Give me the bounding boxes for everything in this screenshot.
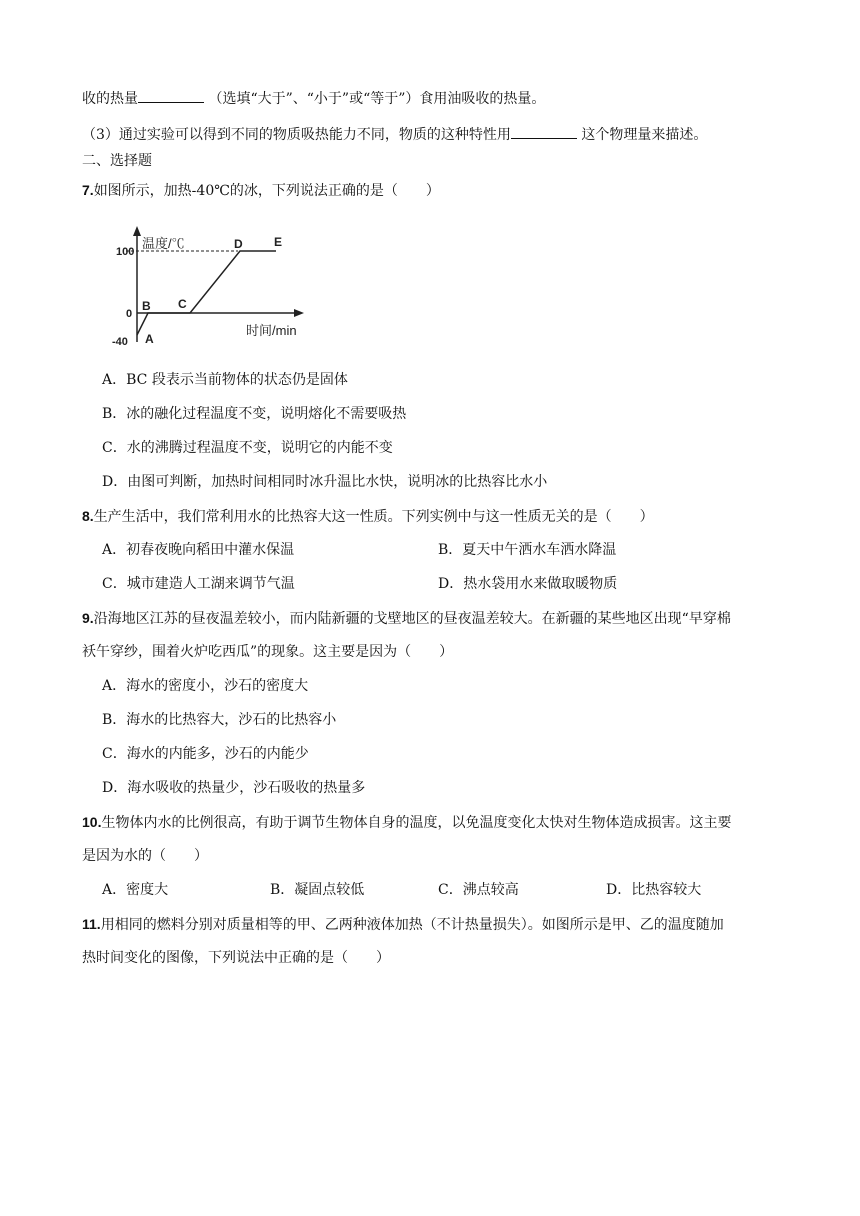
q9-option-a: A．海水的密度小，沙石的密度大 bbox=[102, 678, 309, 694]
tick-label-minus40: -40 bbox=[112, 336, 128, 348]
point-label-c: C bbox=[178, 297, 187, 311]
q11-stem-line1 bbox=[82, 914, 724, 935]
tick-label-0: 0 bbox=[126, 308, 133, 320]
q8-option-d: D．热水袋用水来做取暖物质 bbox=[438, 576, 618, 592]
q8-option-a: A．初春夜晚向稻田中灌水保温 bbox=[102, 542, 295, 558]
q10-number: 10. bbox=[82, 814, 102, 830]
tick-label-100: 100 bbox=[116, 246, 135, 258]
q7-stem bbox=[82, 180, 440, 201]
q9-stem-text-1: 沿海地区江苏的昼夜温差较小，而内陆新疆的戈壁地区的昼夜温差较大。在新疆的某些地区出现“早穿棉 bbox=[93, 611, 731, 627]
q9-option-b: B．海水的比热容大，沙石的比热容小 bbox=[102, 712, 337, 728]
q11-stem-text-1: 用相同的燃料分别对质量相等的甲、乙两种液体加热（不计热量损失）。如图所示是甲、乙的温度随加 bbox=[100, 917, 724, 933]
point-label-e: E bbox=[274, 235, 283, 249]
q6-line2-pre: （3）通过实验可以得到不同的物质吸热能力不同，物质的这种特性用 bbox=[82, 127, 511, 143]
q11-stem-line2: 热时间变化的图像，下列说法中正确的是（ ） bbox=[82, 950, 390, 966]
point-label-d: D bbox=[234, 237, 243, 251]
q7-stem-text: 如图所示，加热-40℃的冰，下列说法正确的是（ ） bbox=[93, 183, 440, 199]
q6-line1-post: （选填“大于”、“小于”或“等于”）食用油吸收的热量。 bbox=[204, 91, 546, 107]
q6-line2-post: 这个物理量来描述。 bbox=[576, 127, 708, 143]
y-axis-label: 温度/℃ bbox=[142, 236, 185, 251]
q7-option-a: A．BC 段表示当前物体的状态仍是固体 bbox=[102, 372, 348, 388]
q9-stem-line2: 袄午穿纱，围着火炉吃西瓜”的现象。这主要是因为（ ） bbox=[82, 644, 454, 660]
q8-option-b: B．夏天中午洒水车洒水降温 bbox=[438, 542, 617, 558]
point-label-a: A bbox=[145, 332, 154, 346]
q7-option-d: D．由图可判断，加热时间相同时冰升温比水快，说明冰的比热容比水小 bbox=[102, 474, 548, 490]
x-axis-arrow bbox=[294, 309, 304, 317]
q9-stem-line1 bbox=[82, 608, 731, 629]
q10-stem-line2: 是因为水的（ ） bbox=[82, 848, 208, 864]
answer-blank bbox=[138, 88, 204, 103]
q7-number: 7. bbox=[82, 182, 94, 198]
q7-option-c: C．水的沸腾过程温度不变，说明它的内能不变 bbox=[102, 440, 393, 456]
q9-option-c: C．海水的内能多，沙石的内能少 bbox=[102, 746, 309, 762]
point-label-b: B bbox=[142, 299, 151, 313]
q9-number: 9. bbox=[82, 610, 94, 626]
y-axis-arrow bbox=[133, 226, 141, 236]
answer-blank bbox=[511, 124, 577, 139]
q10-stem-line1 bbox=[82, 812, 731, 833]
q8-stem bbox=[82, 506, 654, 527]
q6-line1-pre: 收的热量 bbox=[82, 91, 138, 107]
q6-line1 bbox=[82, 88, 545, 109]
x-axis-label: 时间/min bbox=[246, 323, 297, 338]
q10-option-a: A．密度大 bbox=[102, 882, 169, 898]
q10-option-b: B．凝固点较低 bbox=[270, 882, 365, 898]
q10-option-c: C．沸点较高 bbox=[438, 882, 519, 898]
q11-number: 11. bbox=[82, 916, 101, 932]
q8-stem-text: 生产生活中，我们常利用水的比热容大这一性质。下列实例中与这一性质无关的是（ ） bbox=[93, 509, 654, 525]
section-title: 二、选择题 bbox=[82, 153, 152, 169]
q10-stem-text-1: 生物体内水的比例很高，有助于调节生物体自身的温度，以免温度变化太快对生物体造成损害。这主要 bbox=[101, 815, 732, 831]
q7-option-b: B．冰的融化过程温度不变，说明熔化不需要吸热 bbox=[102, 406, 407, 422]
q7-temperature-chart bbox=[108, 222, 328, 352]
q9-option-d: D．海水吸收的热量少，沙石吸收的热量多 bbox=[102, 780, 366, 796]
q10-option-d: D．比热容较大 bbox=[606, 882, 702, 898]
q8-option-c: C．城市建造人工湖来调节气温 bbox=[102, 576, 295, 592]
q8-number: 8. bbox=[82, 508, 94, 524]
q6-line2 bbox=[82, 124, 707, 145]
